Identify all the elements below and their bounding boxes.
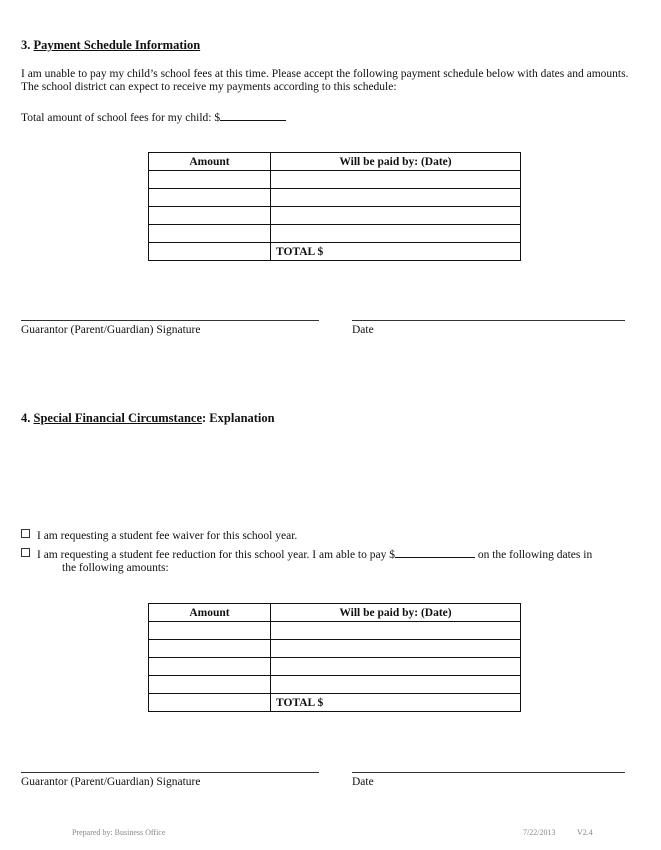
table-row	[149, 171, 521, 189]
reduction-schedule-table	[148, 603, 521, 712]
fee-waiver-text: I am requesting a student fee waiver for this school year.	[37, 530, 298, 542]
amount-cell[interactable]	[149, 207, 271, 225]
total-amount-cell[interactable]	[149, 694, 271, 712]
fee-reduction-text: I am requesting a student fee reduction for this school year. I am able to pay $	[37, 549, 395, 561]
date-cell[interactable]	[271, 658, 521, 676]
date-cell[interactable]	[271, 171, 521, 189]
date-label: Date	[352, 324, 374, 336]
section4-title-suffix: : Explanation	[202, 411, 275, 425]
amount-column-header: Amount	[149, 153, 271, 171]
date-cell[interactable]	[271, 622, 521, 640]
amount-cell[interactable]	[149, 658, 271, 676]
footer-date: 7/22/2013	[523, 828, 556, 837]
date-column-header: Will be paid by: (Date)	[271, 153, 521, 171]
fee-waiver-checkbox[interactable]	[21, 529, 30, 538]
table-total-row	[149, 694, 521, 712]
table-header-row	[149, 604, 521, 622]
table-row	[149, 207, 521, 225]
fee-waiver-option	[21, 529, 297, 543]
total-fees-label: Total amount of school fees for my child: $	[21, 112, 221, 124]
fee-reduction-text-line2: the following amounts:	[62, 562, 169, 574]
signature-label: Guarantor (Parent/Guardian) Signature	[21, 776, 201, 788]
signature-label: Guarantor (Parent/Guardian) Signature	[21, 324, 201, 336]
table-row	[149, 676, 521, 694]
footer-version: V2.4	[577, 828, 593, 837]
section3-paragraph: I am unable to pay my child’s school fees at this time. Please accept the following payment schedule below with dates and amounts. The school district can expect to receive my payments according to this schedule:	[21, 68, 629, 93]
reduction-amount-field[interactable]	[395, 547, 475, 558]
table-row	[149, 189, 521, 207]
table-total-row	[149, 243, 521, 261]
amount-cell[interactable]	[149, 640, 271, 658]
total-fees-row	[21, 110, 286, 125]
date-line[interactable]	[352, 320, 625, 321]
section3-title: Payment Schedule Information	[33, 38, 201, 52]
signature-line[interactable]	[21, 320, 319, 321]
fee-reduction-option	[21, 547, 592, 562]
section3-number: 3.	[21, 38, 31, 52]
table-row	[149, 640, 521, 658]
table-row	[149, 225, 521, 243]
fee-reduction-checkbox[interactable]	[21, 548, 30, 557]
date-cell[interactable]	[271, 189, 521, 207]
amount-cell[interactable]	[149, 622, 271, 640]
section4-number: 4.	[21, 411, 31, 425]
date-cell[interactable]	[271, 640, 521, 658]
payment-schedule-table	[148, 152, 521, 261]
date-cell[interactable]	[271, 676, 521, 694]
amount-cell[interactable]	[149, 676, 271, 694]
total-label-cell: TOTAL $	[271, 243, 521, 261]
amount-cell[interactable]	[149, 189, 271, 207]
section4-title: Special Financial Circumstance	[33, 411, 203, 425]
date-cell[interactable]	[271, 207, 521, 225]
signature-line[interactable]	[21, 772, 319, 773]
amount-cell[interactable]	[149, 171, 271, 189]
total-label-cell: TOTAL $	[271, 694, 521, 712]
date-line[interactable]	[352, 772, 625, 773]
date-column-header: Will be paid by: (Date)	[271, 604, 521, 622]
date-cell[interactable]	[271, 225, 521, 243]
amount-cell[interactable]	[149, 225, 271, 243]
total-fees-field[interactable]	[220, 110, 286, 121]
footer-prepared-by: Prepared by: Business Office	[72, 828, 166, 837]
table-row	[149, 658, 521, 676]
fee-reduction-text-continued: on the following dates in	[477, 549, 593, 561]
table-row	[149, 622, 521, 640]
date-label: Date	[352, 776, 374, 788]
table-header-row	[149, 153, 521, 171]
section3-heading	[21, 38, 200, 53]
total-amount-cell[interactable]	[149, 243, 271, 261]
amount-column-header: Amount	[149, 604, 271, 622]
section4-heading	[21, 411, 275, 426]
